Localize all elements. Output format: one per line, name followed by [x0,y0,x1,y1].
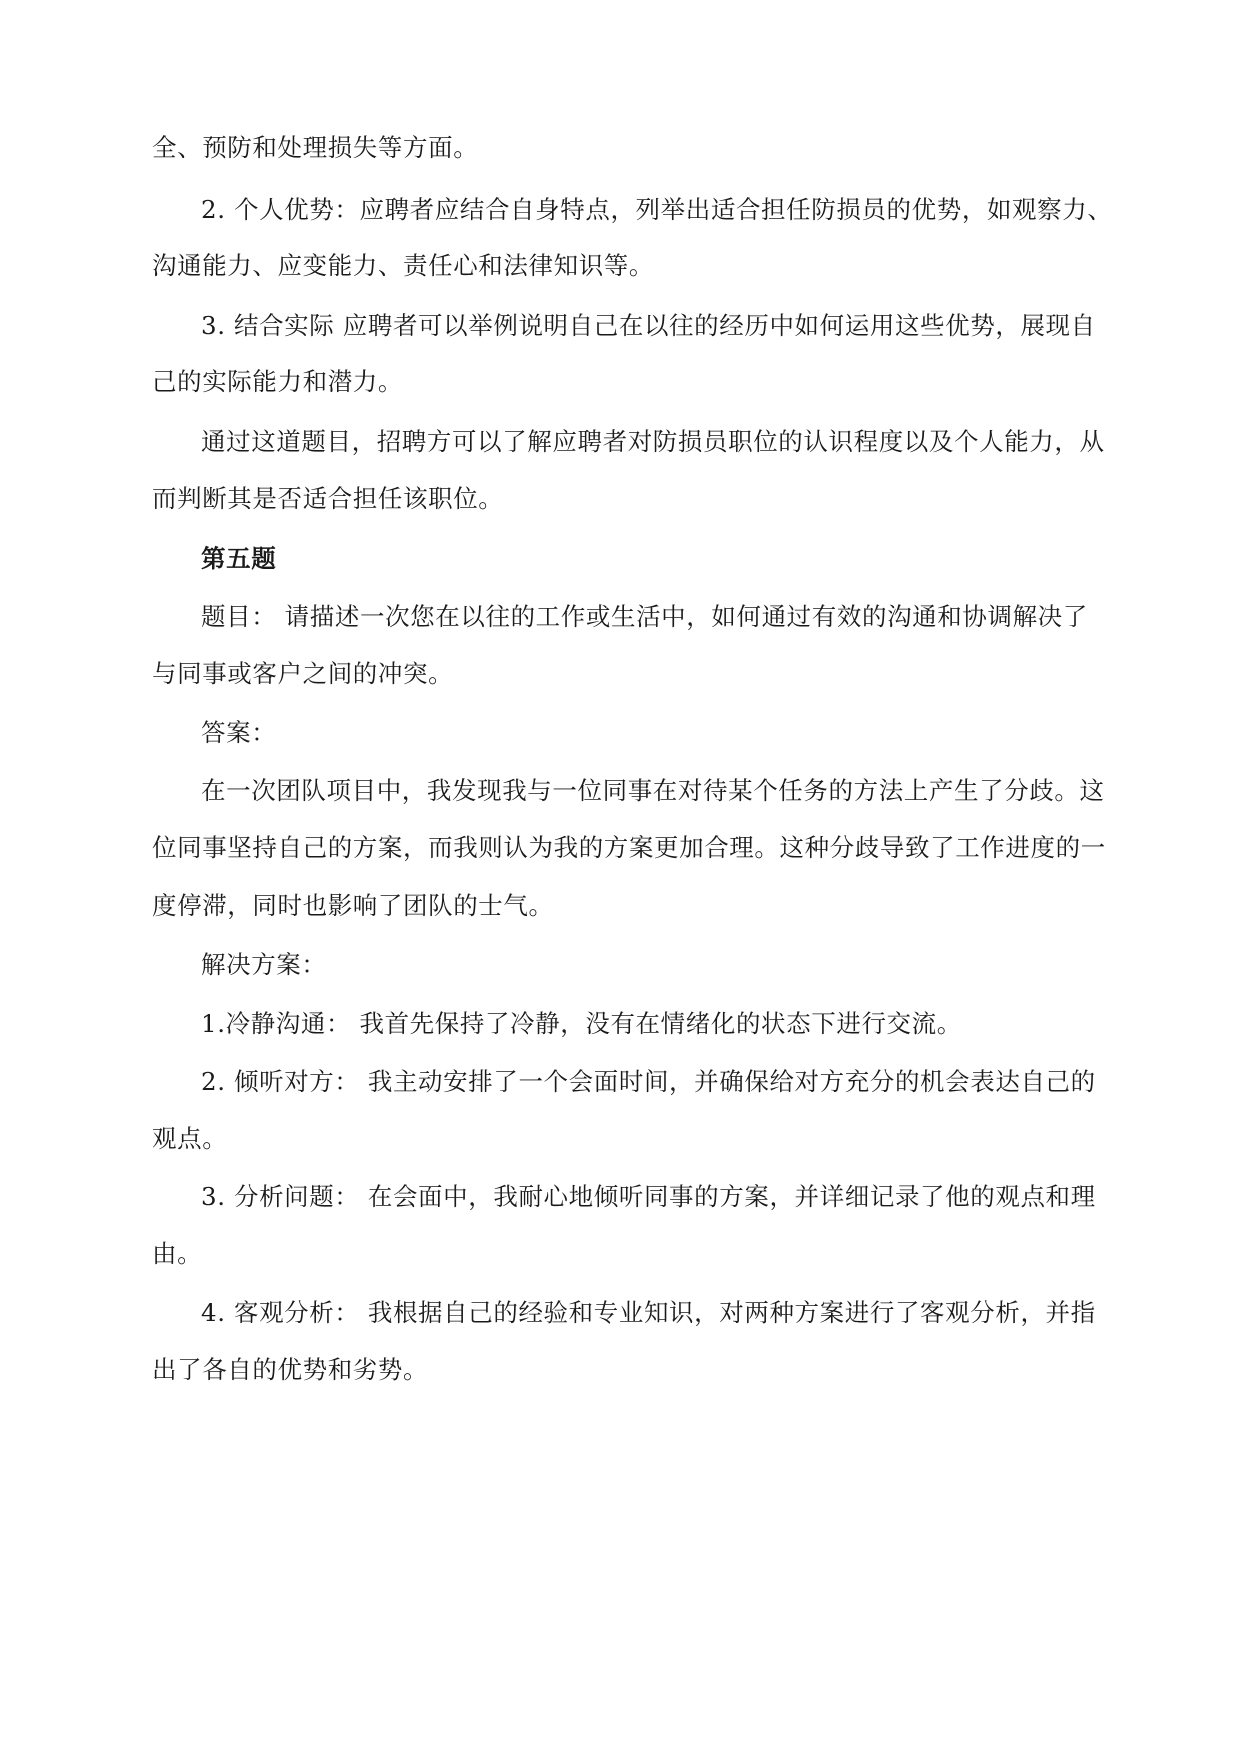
list-item-continuation: 出了各自的优势和劣势。 [152,1355,429,1384]
paragraph-line: 位同事坚持自己的方案，而我则认为我的方案更加合理。这种分歧导致了工作进度的一 [152,833,1106,862]
solution-label: 解决方案： [201,950,327,979]
paragraph-line: 度停滞，同时也影响了团队的士气。 [152,891,554,920]
list-item: 4. 客观分析： 我根据自己的经验和专业知识，对两种方案进行了客观分析，并指 [201,1298,1096,1327]
paragraph-line: 己的实际能力和潜力。 [152,367,403,396]
paragraph-line: 而判断其是否适合担任该职位。 [152,484,504,513]
answer-label: 答案： [201,718,277,747]
list-item-continuation: 观点。 [152,1124,228,1153]
section-heading: 第五题 [201,544,277,573]
question-line: 与同事或客户之间的冲突。 [152,659,454,688]
list-item: 1.冷静沟通： 我首先保持了冷静，没有在情绪化的状态下进行交流。 [201,1009,962,1038]
paragraph-line: 3. 结合实际 应聘者可以举例说明自己在以往的经历中如何运用这些优势，展现自 [201,311,1096,340]
list-item-continuation: 由。 [152,1239,203,1268]
paragraph-line: 全、预防和处理损失等方面。 [152,133,479,162]
list-item: 3. 分析问题： 在会面中，我耐心地倾听同事的方案，并详细记录了他的观点和理 [201,1182,1096,1211]
list-item: 2. 倾听对方： 我主动安排了一个会面时间，并确保给对方充分的机会表达自己的 [201,1067,1096,1096]
paragraph-line: 在一次团队项目中，我发现我与一位同事在对待某个任务的方法上产生了分歧。这 [201,776,1105,805]
paragraph-line: 2. 个人优势：应聘者应结合自身特点，列举出适合担任防损员的优势，如观察力、 [201,195,1113,224]
paragraph-line: 通过这道题目，招聘方可以了解应聘者对防损员职位的认识程度以及个人能力，从 [201,427,1105,456]
paragraph-line: 沟通能力、应变能力、责任心和法律知识等。 [152,251,654,280]
question-line: 题目： 请描述一次您在以往的工作或生活中，如何通过有效的沟通和协调解决了 [201,602,1088,631]
